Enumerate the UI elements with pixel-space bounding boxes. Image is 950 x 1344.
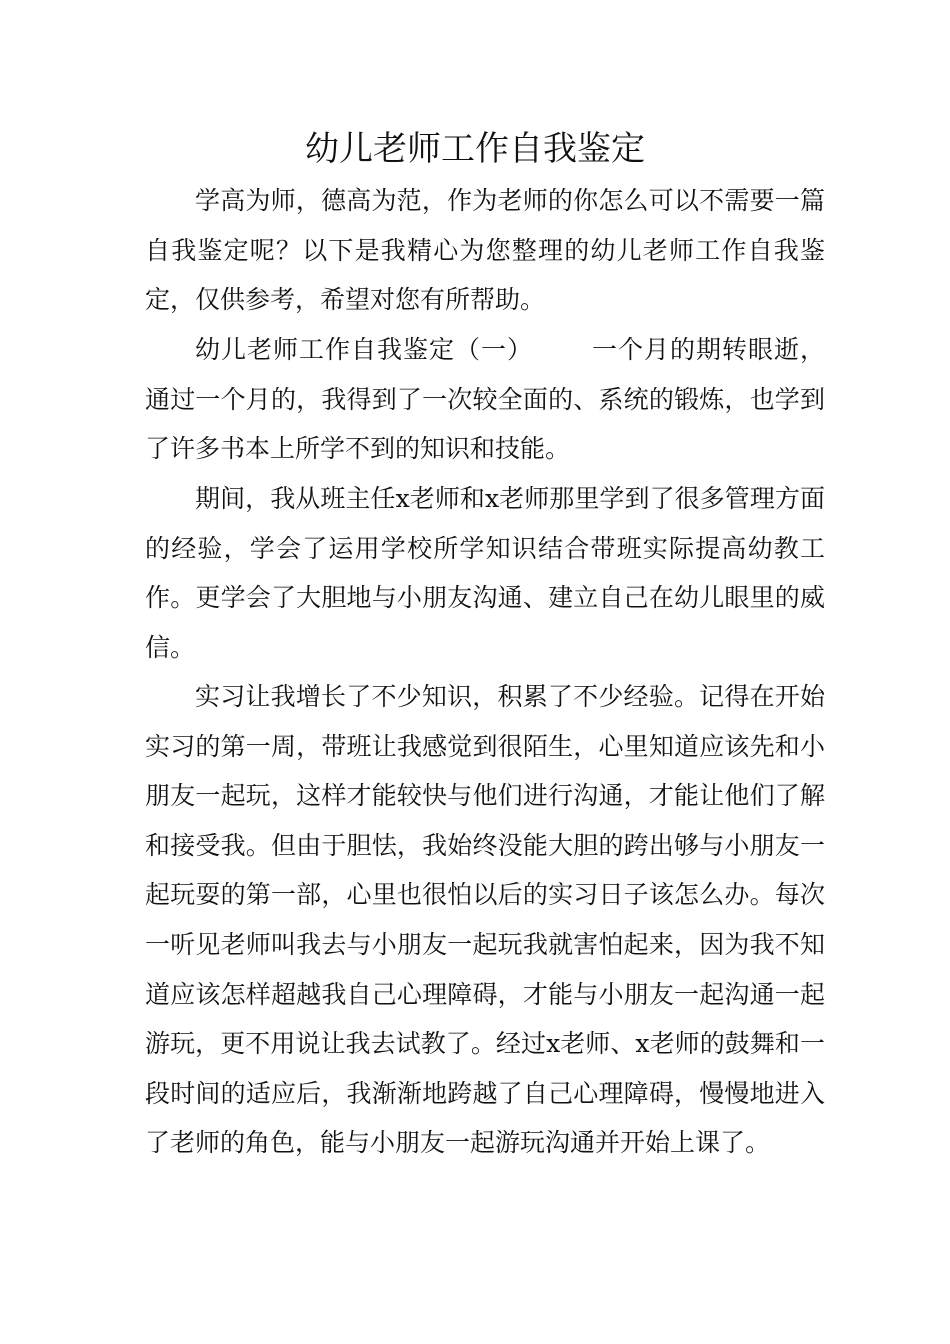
section-text: 一个月的期转眼逝，通过一个月的，我得到了一次较全面的、系统的锻炼，也学到了许多书本上所学不到的知识和技能。: [145, 335, 825, 464]
intro-paragraph: 学高为师，德高为范，作为老师的你怎么可以不需要一篇自我鉴定呢？以下是我精心为您整理的幼儿老师工作自我鉴定，仅供参考，希望对您有所帮助。: [145, 186, 825, 315]
body-paragraph-2: 期间，我从班主任x老师和x老师那里学到了很多管理方面的经验，学会了运用学校所学知识结合带班实际提高幼教工作。更学会了大胆地与小朋友沟通、建立自己在幼儿眼里的威信。: [145, 484, 825, 662]
body-paragraph-3: 实习让我增长了不少知识，积累了不少经验。记得在开始实习的第一周，带班让我感觉到很陌生，心里知道应该先和小朋友一起玩，这样才能较快与他们进行沟通，才能让他们了解和接受我。但由于胆怯，我始终没能大胆的跨出够与小朋友一起玩耍的第一部，心里也很怕以后的实习日子该怎么办。每次一听见老师叫我去与小朋友一起玩我就害怕起来，因为我不知道应该怎样超越我自己心理障碍，才能与小朋友一起沟通一起游玩，更不用说让我去试教了。经过x老师、x老师的鼓舞和一段时间的适应后，我渐渐地跨越了自己心理障碍，慢慢地进入了老师的角色，能与小朋友一起游玩沟通并开始上课了。: [145, 682, 825, 1158]
section-heading: 幼儿老师工作自我鉴定（一）: [195, 335, 533, 364]
document-title: 幼儿老师工作自我鉴定: [305, 129, 645, 169]
section-paragraph: [145, 325, 825, 474]
